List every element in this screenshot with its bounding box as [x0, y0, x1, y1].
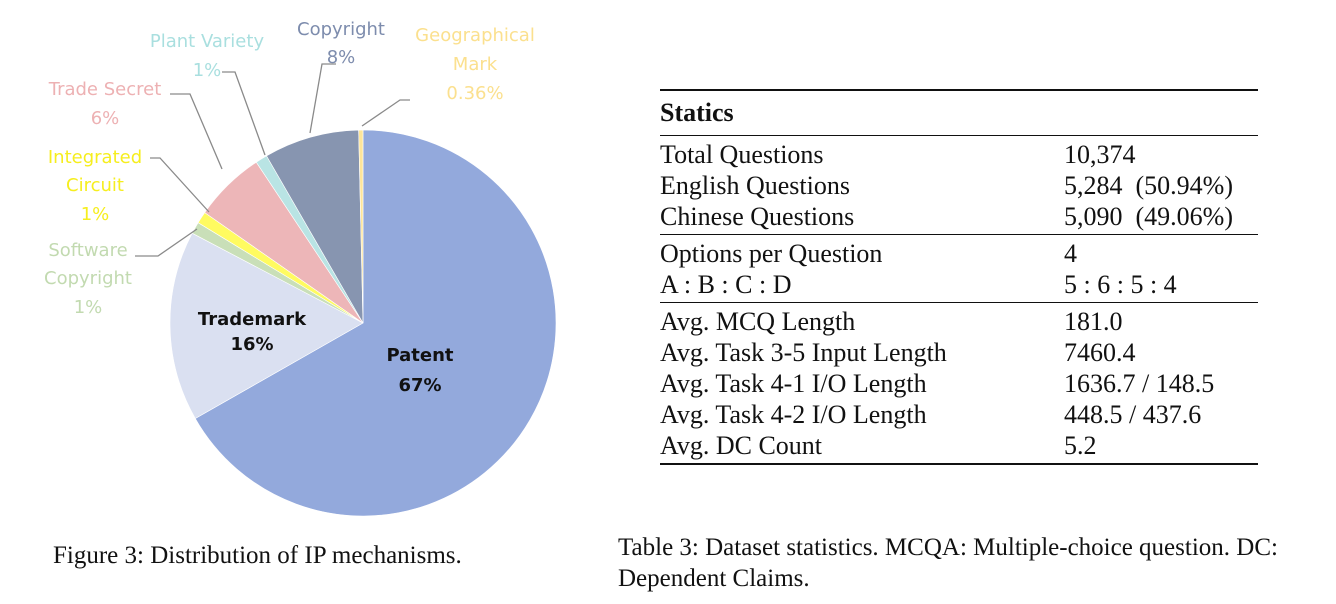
table-value-cell: 10,374 [1064, 140, 1136, 169]
pie-value-copyright: 8% [326, 47, 356, 68]
pie-label-copyright: Copyright [297, 19, 385, 40]
table-row [660, 269, 1258, 300]
leader-line [362, 100, 410, 126]
table-key-cell: Avg. DC Count [660, 431, 823, 460]
table-key-cell: Avg. Task 4-2 I/O Length [660, 400, 927, 429]
table-group [660, 136, 1258, 235]
table-key-cell: Chinese Questions [660, 202, 855, 231]
table-header: Statics [660, 91, 1258, 136]
pie-label-trademark: Trademark [197, 309, 307, 330]
pie-label-patent: Patent [386, 345, 454, 366]
table-group [660, 235, 1258, 303]
pie-label-geographical-mark: Mark [452, 54, 498, 75]
table-key-cell: Avg. Task 4-1 I/O Length [660, 369, 927, 398]
table-value-cell: 448.5 / 437.6 [1064, 400, 1202, 429]
table-value-cell: 181.0 [1064, 307, 1123, 336]
table-row [660, 139, 1258, 170]
table-row [660, 306, 1258, 337]
pie-label-plant-variety: Plant Variety [149, 31, 265, 52]
table-row [660, 170, 1258, 201]
table-value-cell: 5.2 [1064, 431, 1097, 460]
pie-label-integrated-circuit: Circuit [66, 175, 124, 196]
pie-value-software-copyright: 1% [73, 297, 103, 318]
table-key-cell: English Questions [660, 171, 850, 200]
table-row [660, 238, 1258, 269]
table-row [660, 399, 1258, 430]
table-value-cell: 5,090 (49.06%) [1064, 202, 1233, 231]
table-key-cell: Avg. Task 3-5 Input Length [660, 338, 947, 367]
table-row [660, 337, 1258, 368]
table-key-cell: Options per Question [660, 239, 883, 268]
table-value-cell: 1636.7 / 148.5 [1064, 369, 1215, 398]
pie-value-geographical-mark: 0.36% [446, 83, 504, 104]
pie-chart [0, 0, 600, 530]
table-key-cell: Total Questions [660, 140, 824, 169]
table-value-cell: 5 : 6 : 5 : 4 [1064, 270, 1177, 299]
table-key-cell: A : B : C : D [660, 270, 792, 299]
table-caption: Table 3: Dataset statistics. MCQA: Multiple-choice question. DC: Dependent Claims. [618, 534, 1278, 592]
pie-label-software-copyright: Software [48, 240, 128, 261]
leader-line [170, 94, 222, 169]
pie-label-software-copyright: Copyright [44, 268, 132, 289]
table-key-cell: Avg. MCQ Length [660, 307, 856, 336]
pie-label-trade-secret: Trade Secret [48, 79, 162, 100]
table-row [660, 201, 1258, 232]
leader-line [310, 64, 336, 133]
leader-line [222, 72, 265, 155]
pie-value-integrated-circuit: 1% [80, 204, 110, 225]
leader-line [150, 158, 209, 212]
pie-value-plant-variety: 1% [192, 60, 222, 81]
table-group [660, 303, 1258, 463]
pie-label-geographical-mark: Geographical [415, 25, 535, 46]
pie-label-integrated-circuit: Integrated [47, 147, 143, 168]
table-value-cell: 4 [1064, 239, 1077, 268]
table-value-cell: 5,284 (50.94%) [1064, 171, 1233, 200]
table-body [660, 136, 1258, 463]
pie-value-patent: 67% [398, 375, 442, 396]
pie-chart-figure [0, 0, 600, 530]
pie-value-trademark: 16% [230, 334, 274, 355]
table-row [660, 430, 1258, 461]
table-value-cell: 7460.4 [1064, 338, 1136, 367]
table-row [660, 368, 1258, 399]
pie-value-trade-secret: 6% [90, 108, 120, 129]
figure-caption: Figure 3: Distribution of IP mechanisms. [53, 542, 462, 569]
statistics-table [660, 89, 1258, 465]
